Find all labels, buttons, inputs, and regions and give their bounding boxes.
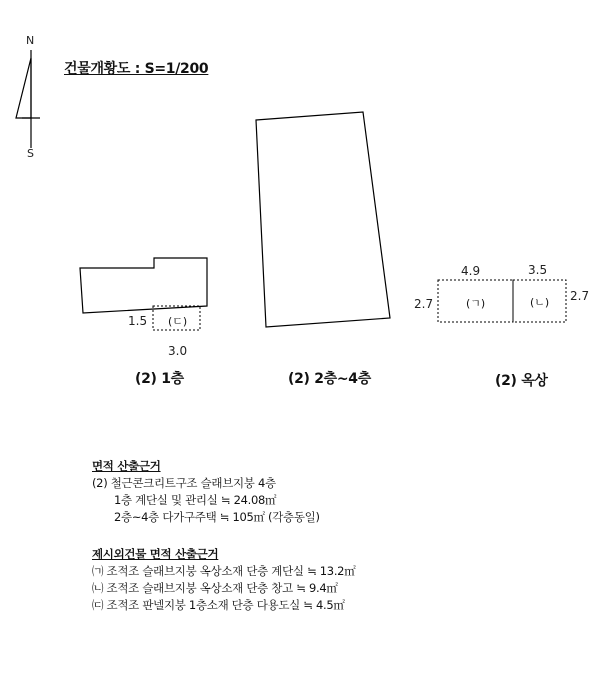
rooftop-annex-a-width-dimension: 4.9 <box>461 264 481 278</box>
rooftop-annex-b-mark: (ㄴ) <box>530 296 550 309</box>
floor1-building-outline <box>80 258 207 313</box>
floor1-depth-dimension: 1.5 <box>128 314 148 328</box>
extra-building-area-line: ㈁ 조적조 슬래브지붕 옥상소재 단층 창고 ≒ 9.4㎡ <box>92 581 338 595</box>
floor1-plan-label: (2) 1층 <box>135 371 184 387</box>
compass-south-label: S <box>27 147 34 160</box>
rooftop-annex-a-mark: (ㄱ) <box>466 297 486 310</box>
extra-building-area-heading: 제시외건물 면적 산출근거 <box>92 547 219 561</box>
floors2to4-plan-label: (2) 2층~4층 <box>288 371 371 387</box>
floors2to4-building-outline <box>256 112 390 327</box>
extra-building-area-line: ㈀ 조적조 슬래브지붕 옥상소재 단층 계단실 ≒ 13.2㎡ <box>92 564 356 578</box>
compass-north-label: N <box>26 34 35 47</box>
floor1-annex-mark: (ㄷ) <box>168 315 188 328</box>
area-basis-heading: 면적 산출근거 <box>92 459 161 473</box>
area-basis-line: 1층 계단실 및 관리실 ≒ 24.08㎡ <box>114 493 277 507</box>
extra-building-area-line: ㈂ 조적조 판넬지붕 1층소재 단층 다용도실 ≒ 4.5㎡ <box>92 598 345 612</box>
rooftop-annex-b-width-dimension: 3.5 <box>528 263 548 277</box>
area-calculation-notes <box>92 458 355 614</box>
area-basis-line: (2) 철근콘크리트구조 슬래브지붕 4층 <box>92 476 276 490</box>
area-basis-line: 2층~4층 다가구주택 ≒ 105㎡ (각층동일) <box>114 510 320 524</box>
rooftop-plan-label: (2) 옥상 <box>495 373 548 389</box>
rooftop-left-depth-dimension: 2.7 <box>414 297 434 311</box>
rooftop-right-depth-dimension: 2.7 <box>570 289 590 303</box>
floor1-width-dimension: 3.0 <box>168 344 188 358</box>
north-arrow-icon <box>16 50 40 148</box>
drawing-title: 건물개황도 : S=1/200 <box>64 61 209 77</box>
